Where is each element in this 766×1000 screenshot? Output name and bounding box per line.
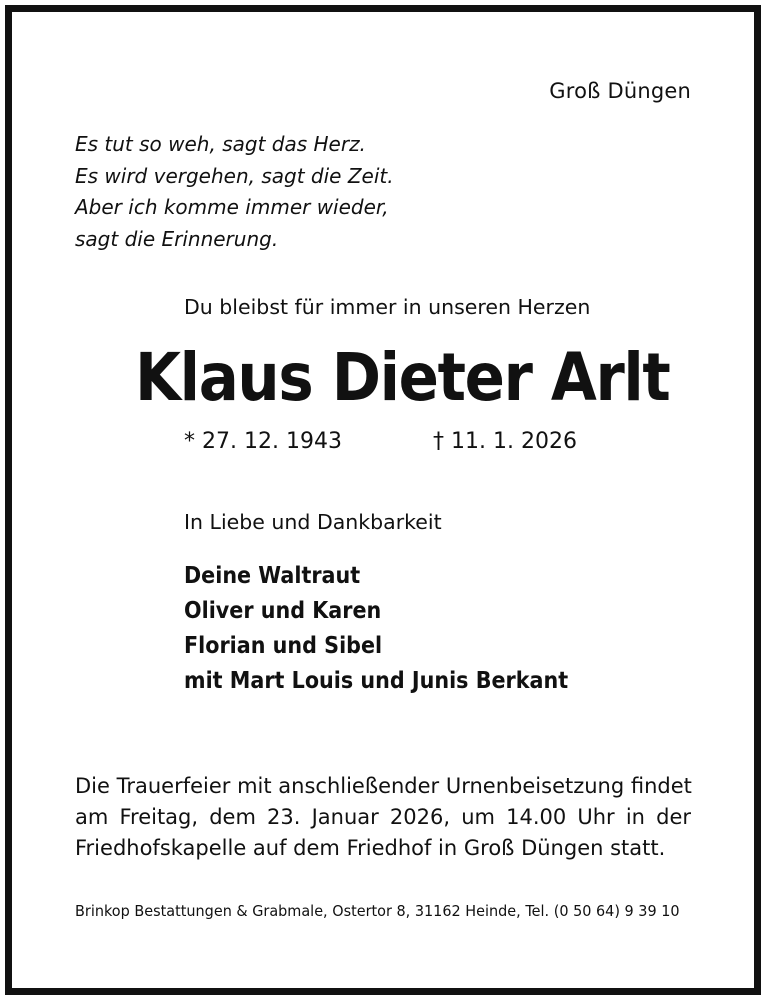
location: Groß Düngen	[549, 79, 691, 103]
poem-line: Es tut so weh, sagt das Herz.	[75, 132, 366, 156]
poem-line: Aber ich komme immer wieder,	[75, 195, 389, 219]
birth-date: * 27. 12. 1943	[184, 429, 342, 454]
mourner-line: Oliver und Karen	[184, 598, 382, 624]
mourner-line: Florian und Sibel	[184, 633, 383, 659]
poem-line: sagt die Erinnerung.	[75, 226, 279, 251]
ceremony-line: Die Trauerfeier mit anschließender Urnenbeisetzung findet	[75, 774, 692, 798]
poem-line: Es wird vergehen, sagt die Zeit.	[75, 163, 394, 188]
ceremony-line: Friedhofskapelle auf dem Friedhof in Groß Düngen statt.	[75, 836, 666, 860]
poem	[75, 129, 394, 255]
mourners-list	[184, 559, 568, 699]
ceremony-line: am Freitag, dem 23. Januar 2026, um 14.00 Uhr in der	[75, 805, 691, 829]
mourner-line: Deine Waltraut	[184, 563, 361, 589]
mourner-line: mit Mart Louis und Junis Berkant	[184, 668, 569, 694]
ceremony-info	[75, 771, 691, 864]
death-date: † 11. 1. 2026	[433, 429, 577, 454]
tagline: Du bleibst für immer in unseren Herzen	[184, 295, 591, 319]
thanks-line: In Liebe und Dankbarkeit	[184, 510, 442, 534]
deceased-name: Klaus Dieter Arlt	[135, 339, 670, 416]
funeral-home-contact: Brinkop Bestattungen & Grabmale, Ostertor 8, 31162 Heinde, Tel. (0 50 64) 9 39 10	[75, 902, 680, 920]
